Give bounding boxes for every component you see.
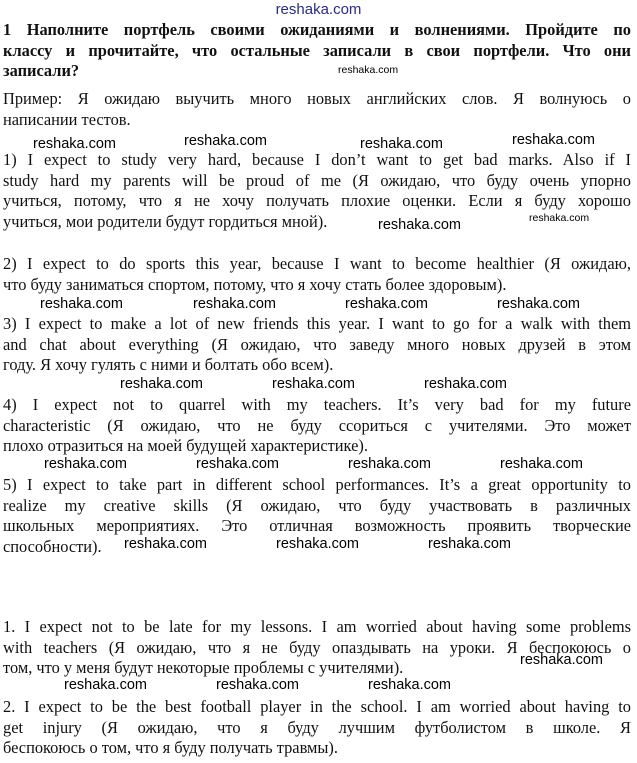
example-line: написании тестов. [3,109,131,129]
paragraph-line: году. Я хочу гулять с ними и болтать обо всем). [3,355,334,374]
watermark: reshaka.com [378,217,462,233]
watermark: reshaka.com [428,536,512,552]
watermark: reshaka.com [120,376,204,392]
watermark: reshaka.com [345,296,429,312]
watermark: reshaka.com [424,376,508,392]
task-heading [3,20,631,82]
watermark: reshaka.com [529,212,590,224]
paragraph-line: беспокоюсь о том, что я буду получать травмы). [3,738,338,757]
watermark: reshaka.com [40,296,124,312]
watermark: reshaka.com [520,652,604,668]
watermark: reshaka.com [216,677,300,693]
watermark: reshaka.com [124,536,208,552]
paragraph-line: 4) I expect not to quarrel with my teachers. It’s very bad for my future [3,395,631,414]
task-heading-line: 1 Наполните портфель своими ожиданиями и волнениями. Пройдите по [3,20,631,39]
example-line: Пример: Я ожидаю выучить много новых английских слов. Я волнуюсь о [3,89,631,108]
paragraph-line: 5) I expect to take part in different school performances. It’s a great opportunity to [3,475,631,494]
watermark: reshaka.com [64,677,148,693]
expectation-item [3,254,631,295]
expectation-item [3,395,631,457]
paragraph-line: characteristic (Я ожидаю, что не буду ссориться с учителями. Это может [3,415,631,435]
site-watermark-top[interactable]: reshaka.com [275,1,362,18]
paragraph-line: with teachers (Я ожидаю, что я не буду опаздывать на уроки. Я беспокоюсь о [3,637,631,657]
task-heading-line: классу и прочитайте, что остальные записали в свои портфели. Что они [3,40,631,60]
expectation-item [3,314,631,376]
worry-item [3,617,631,679]
watermark: reshaka.com [512,132,596,148]
watermark: reshaka.com [500,456,584,472]
watermark: reshaka.com [44,456,128,472]
watermark: reshaka.com [33,136,117,152]
paragraph-line: том, что у меня будут некоторые проблемы с учителями). [3,658,404,677]
paragraph-line: учиться, мои родители будут гордиться мной). [3,211,328,231]
watermark: reshaka.com [196,456,280,472]
watermark: reshaka.com [360,136,444,152]
paragraph-line: способности). [3,536,102,556]
paragraph-line: realize my creative skills (Я ожидаю, что буду участвовать в различных [3,495,631,515]
paragraph-line: 2) I expect to do sports this year, because I want to become healthier (Я ожидаю, [3,254,631,273]
paragraph-line: get injury (Я ожидаю, что я буду лучшим футболистом в школе. Я [3,717,631,737]
paragraph-line: 1. I expect not to be late for my lessons. I am worried about having some problems [3,617,631,636]
paragraph-line: что буду заниматься спортом, потому, что я хочу стать более здоровым). [3,274,507,294]
watermark: reshaka.com [184,133,268,149]
paragraph-line: 1) I expect to study very hard, because I don’t want to get bad marks. Also if I [3,150,631,169]
watermark: reshaka.com [193,296,277,312]
watermark: reshaka.com [497,296,581,312]
worry-item [3,697,631,759]
watermark: reshaka.com [368,677,452,693]
watermark: reshaka.com [276,536,360,552]
task-heading-line: записали? [3,61,80,80]
paragraph-line: 2. I expect to be the best football player in the school. I am worried about having to [3,697,631,716]
watermark: reshaka.com [338,64,399,76]
paragraph-line: 3) I expect to make a lot of new friends this year. I want to go for a walk with them [3,314,631,333]
paragraph-line: школьных мероприятиях. Это отличная возможность проявить творческие [3,516,631,535]
paragraph-line: учиться, потому, что я не хочу получать плохие оценки. Если я буду хорошо [3,191,631,210]
paragraph-line: study hard my parents will be proud of me (Я ожидаю, что буду очень упорно [3,170,631,190]
watermark: reshaka.com [348,456,432,472]
watermark: reshaka.com [272,376,356,392]
paragraph-line: and chat about everything (Я ожидаю, что заведу много новых друзей в этом [3,334,631,354]
task-example [3,89,631,130]
paragraph-line: плохо отразиться на моей будущей характеристике). [3,436,368,455]
